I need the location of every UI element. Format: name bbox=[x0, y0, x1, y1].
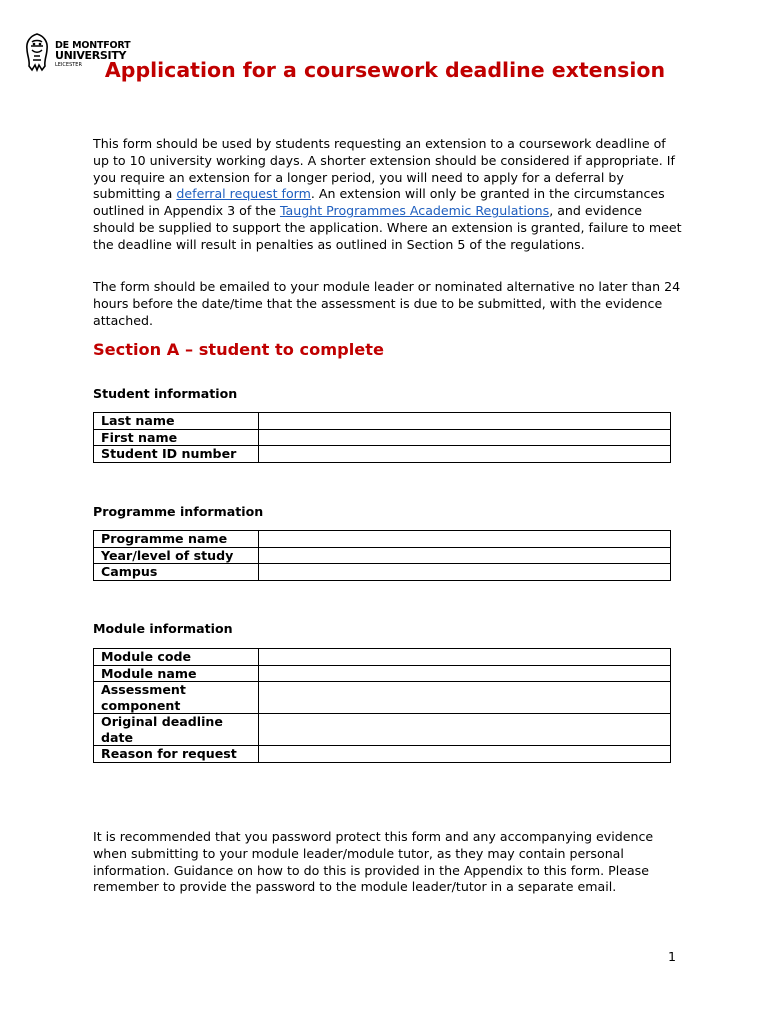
intro-text-1: This form should be used by students requesting an extension to a coursework deadline of up to 10 university working days. A shorter extension should be considered if appropriate. If you require an extension for a longer period, you will need to apply for a deferral by submitting a bbox=[93, 136, 675, 202]
year-level-label: Year/level of study bbox=[94, 547, 259, 564]
last-name-field[interactable] bbox=[259, 413, 671, 430]
email-instructions-paragraph: The form should be emailed to your module leader or nominated alternative no later than 24 hours before the date/time that the assessment is due to be submitted, with the evidence attached. bbox=[93, 279, 681, 328]
logo-line-2: UNIVERSITY bbox=[55, 49, 127, 62]
table-row bbox=[94, 665, 671, 682]
password-advice-paragraph: It is recommended that you password protect this form and any accompanying evidence when submitting to your module leader/module tutor, as they may contain personal information. Guidance on how to do this is provided in the Appendix to this form. Please remember to provide the password to the module leader/tutor in a separate email. bbox=[93, 829, 654, 895]
student-id-field[interactable] bbox=[259, 446, 671, 463]
campus-field[interactable] bbox=[259, 564, 671, 581]
assessment-component-field[interactable] bbox=[259, 682, 671, 714]
module-info-table bbox=[93, 648, 671, 763]
module-code-label: Module code bbox=[94, 649, 259, 666]
table-row bbox=[94, 746, 671, 763]
intro-text-3: , and evidence should be supplied to support the application. Where an extension is granted, failure to meet the deadline will result in penalties as outlined in Section 5 of the regulations. bbox=[93, 203, 682, 252]
page-number: 1 bbox=[668, 949, 677, 964]
module-name-label: Module name bbox=[94, 665, 259, 682]
first-name-field[interactable] bbox=[259, 429, 671, 446]
table-row bbox=[94, 682, 671, 714]
campus-label: Campus bbox=[94, 564, 259, 581]
programme-name-label: Programme name bbox=[94, 531, 259, 548]
logo-line-3: LEICESTER bbox=[55, 62, 82, 68]
table-row bbox=[94, 564, 671, 581]
module-info-heading: Module information bbox=[93, 621, 233, 636]
table-row bbox=[94, 649, 671, 666]
table-row bbox=[94, 413, 671, 430]
deferral-request-form-link[interactable]: deferral request form bbox=[176, 186, 311, 202]
programme-name-field[interactable] bbox=[259, 531, 671, 548]
table-row bbox=[94, 446, 671, 463]
student-info-table bbox=[93, 412, 671, 463]
programme-info-table bbox=[93, 530, 671, 581]
student-id-label: Student ID number bbox=[94, 446, 259, 463]
student-info-heading: Student information bbox=[93, 386, 238, 401]
first-name-label: First name bbox=[94, 429, 259, 446]
original-deadline-label: Original deadline date bbox=[94, 714, 259, 746]
academic-regulations-link[interactable]: Taught Programmes Academic Regulations bbox=[279, 203, 550, 219]
table-row bbox=[94, 714, 671, 746]
last-name-label: Last name bbox=[94, 413, 259, 430]
lion-crest-icon bbox=[22, 32, 52, 72]
year-level-field[interactable] bbox=[259, 547, 671, 564]
table-row bbox=[94, 531, 671, 548]
section-a-heading: Section A – student to complete bbox=[93, 340, 384, 359]
table-row bbox=[94, 429, 671, 446]
module-code-field[interactable] bbox=[259, 649, 671, 666]
intro-paragraph bbox=[93, 136, 683, 254]
intro-text-2: . An extension will only be granted in the circumstances outlined in Appendix 3 of the bbox=[93, 186, 665, 219]
page-title: Application for a coursework deadline extension bbox=[104, 58, 666, 82]
assessment-component-label: Assessment component bbox=[94, 682, 259, 714]
programme-info-heading: Programme information bbox=[93, 504, 264, 519]
module-name-field[interactable] bbox=[259, 665, 671, 682]
logo-line-1: DE MONTFORT bbox=[55, 40, 131, 51]
reason-label: Reason for request bbox=[94, 746, 259, 763]
reason-field[interactable] bbox=[259, 746, 671, 763]
original-deadline-field[interactable] bbox=[259, 714, 671, 746]
table-row bbox=[94, 547, 671, 564]
